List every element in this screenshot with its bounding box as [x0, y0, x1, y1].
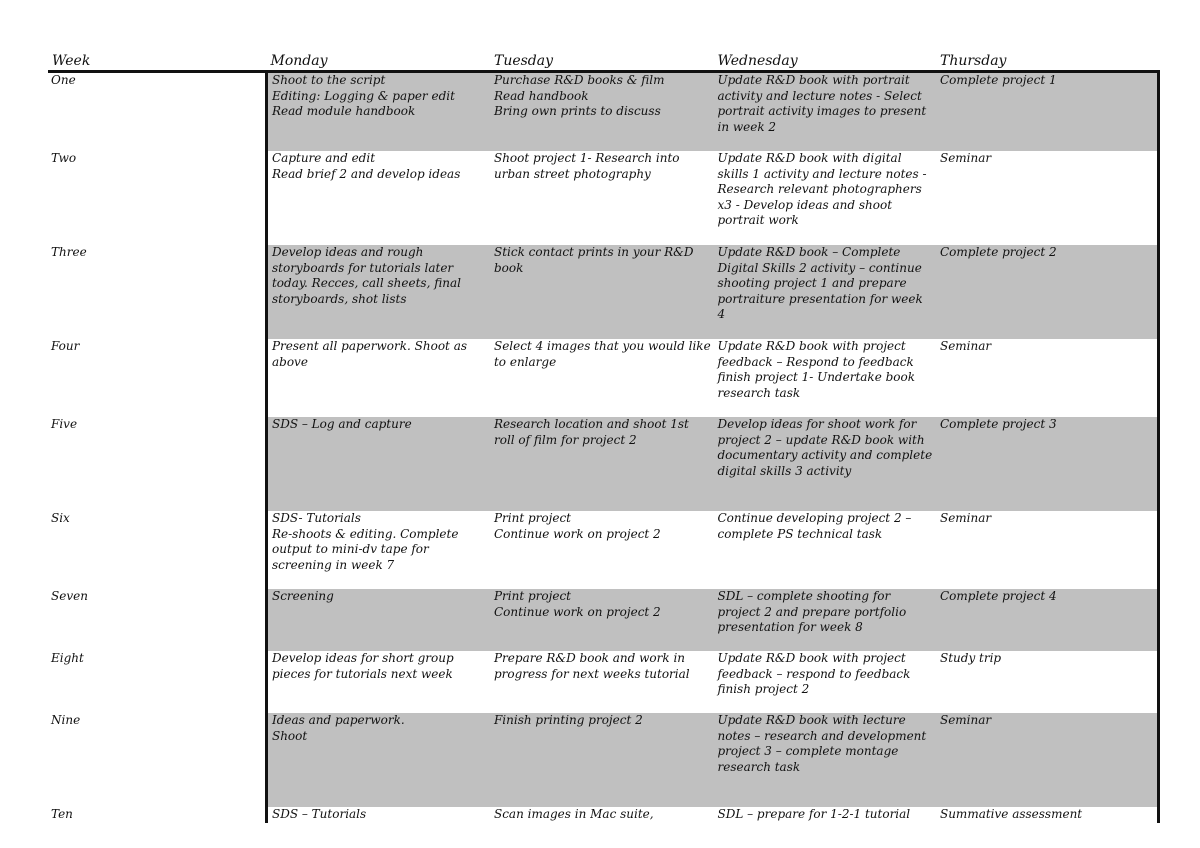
monday-cell: Develop ideas and rough storyboards for tutorials later today. Recces, call sheets, final storyboards, shot lists — [266, 245, 490, 339]
monday-cell: SDS – Tutorials — [266, 807, 490, 823]
thursday-cell: Seminar — [936, 339, 1159, 417]
tuesday-cell: Print project Continue work on project 2 — [493, 511, 661, 541]
monday-cell: Shoot to the script Editing: Logging & paper edit Read module handbook — [266, 72, 490, 152]
header-row — [48, 52, 1159, 72]
thursday-cell: Seminar — [936, 511, 1159, 589]
header-week: Week — [48, 52, 266, 72]
wednesday-cell: Update R&D book with project feedback – respond to feedback finish project 2 — [717, 651, 911, 697]
monday-cell: SDS – Log and capture — [266, 417, 490, 511]
week-cell: Ten — [51, 807, 73, 821]
wednesday-cell: SDL – prepare for 1-2-1 tutorial — [717, 807, 911, 821]
table-row — [48, 245, 1159, 339]
thursday-cell: Complete project 2 — [936, 245, 1159, 339]
tuesday-cell: Shoot project 1- Research into urban street photography — [493, 151, 680, 181]
wednesday-cell: Update R&D book with digital skills 1 activity and lecture notes - Research relevant photographers x3 - Develop ideas and shoot portrait work — [717, 151, 927, 228]
wednesday-cell: SDL – complete shooting for project 2 and prepare portfolio presentation for week 8 — [713, 589, 936, 651]
monday-cell: Present all paperwork. Shoot as above — [266, 339, 490, 417]
week-cell: Four — [51, 339, 80, 353]
week-cell: Two — [51, 151, 77, 165]
monday-cell: Capture and edit Read brief 2 and develop ideas — [266, 151, 490, 245]
table-row — [48, 511, 1159, 589]
thursday-cell: Seminar — [936, 151, 1159, 245]
header-tuesday: Tuesday — [490, 52, 714, 72]
table-row — [48, 651, 1159, 713]
thursday-cell: Seminar — [936, 713, 1159, 807]
monday-cell: SDS- Tutorials Re-shoots & editing. Complete output to mini-dv tape for screening in week 7 — [266, 511, 490, 589]
thursday-cell: Complete project 3 — [936, 417, 1159, 511]
thursday-cell: Complete project 1 — [936, 72, 1159, 152]
thursday-cell: Complete project 4 — [936, 589, 1159, 651]
tuesday-cell: Scan images in Mac suite, — [493, 807, 654, 821]
table-row — [48, 713, 1159, 807]
monday-cell: Develop ideas for short group pieces for tutorials next week — [266, 651, 490, 713]
table-row — [48, 589, 1159, 651]
header-wednesday: Wednesday — [713, 52, 936, 72]
monday-cell: Screening — [266, 589, 490, 651]
wednesday-cell: Update R&D book with portrait activity and lecture notes - Select portrait activity images to present in week 2 — [713, 72, 936, 152]
week-cell: Nine — [51, 713, 81, 727]
weekly-schedule-table — [48, 52, 1160, 823]
monday-cell: Ideas and paperwork. Shoot — [266, 713, 490, 807]
table-row — [48, 417, 1159, 511]
wednesday-cell: Update R&D book with project feedback – Respond to feedback finish project 1- Undertake book research task — [717, 339, 916, 400]
wednesday-cell: Update R&D book with lecture notes – research and development project 3 – complete montage research task — [713, 713, 936, 807]
header-monday: Monday — [266, 52, 490, 72]
wednesday-cell: Continue developing project 2 – complete PS technical task — [717, 511, 912, 541]
week-cell: Seven — [51, 589, 88, 603]
tuesday-cell: Finish printing project 2 — [490, 713, 714, 807]
table-row — [48, 339, 1159, 417]
week-cell: Five — [51, 417, 78, 431]
tuesday-cell: Research location and shoot 1st roll of film for project 2 — [490, 417, 714, 511]
tuesday-cell: Stick contact prints in your R&D book — [490, 245, 714, 339]
header-thursday: Thursday — [936, 52, 1159, 72]
week-cell: One — [51, 73, 76, 87]
thursday-cell: Study trip — [936, 651, 1159, 713]
tuesday-cell: Prepare R&D book and work in progress for next weeks tutorial — [493, 651, 690, 681]
table-row — [48, 807, 1159, 823]
wednesday-cell: Develop ideas for shoot work for project 2 – update R&D book with documentary activity and complete digital skills 3 activity — [713, 417, 936, 511]
week-cell: Six — [51, 511, 70, 525]
thursday-cell: Summative assessment — [936, 807, 1159, 823]
tuesday-cell: Print project Continue work on project 2 — [490, 589, 714, 651]
tuesday-cell: Select 4 images that you would like to enlarge — [493, 339, 711, 369]
table-row — [48, 72, 1159, 152]
week-cell: Eight — [51, 651, 84, 665]
week-cell: Three — [51, 245, 87, 259]
wednesday-cell: Update R&D book – Complete Digital Skills 2 activity – continue shooting project 1 and prepare portraiture presentation for week 4 — [713, 245, 936, 339]
table-row — [48, 151, 1159, 245]
tuesday-cell: Purchase R&D books & film Read handbook Bring own prints to discuss — [490, 72, 714, 152]
